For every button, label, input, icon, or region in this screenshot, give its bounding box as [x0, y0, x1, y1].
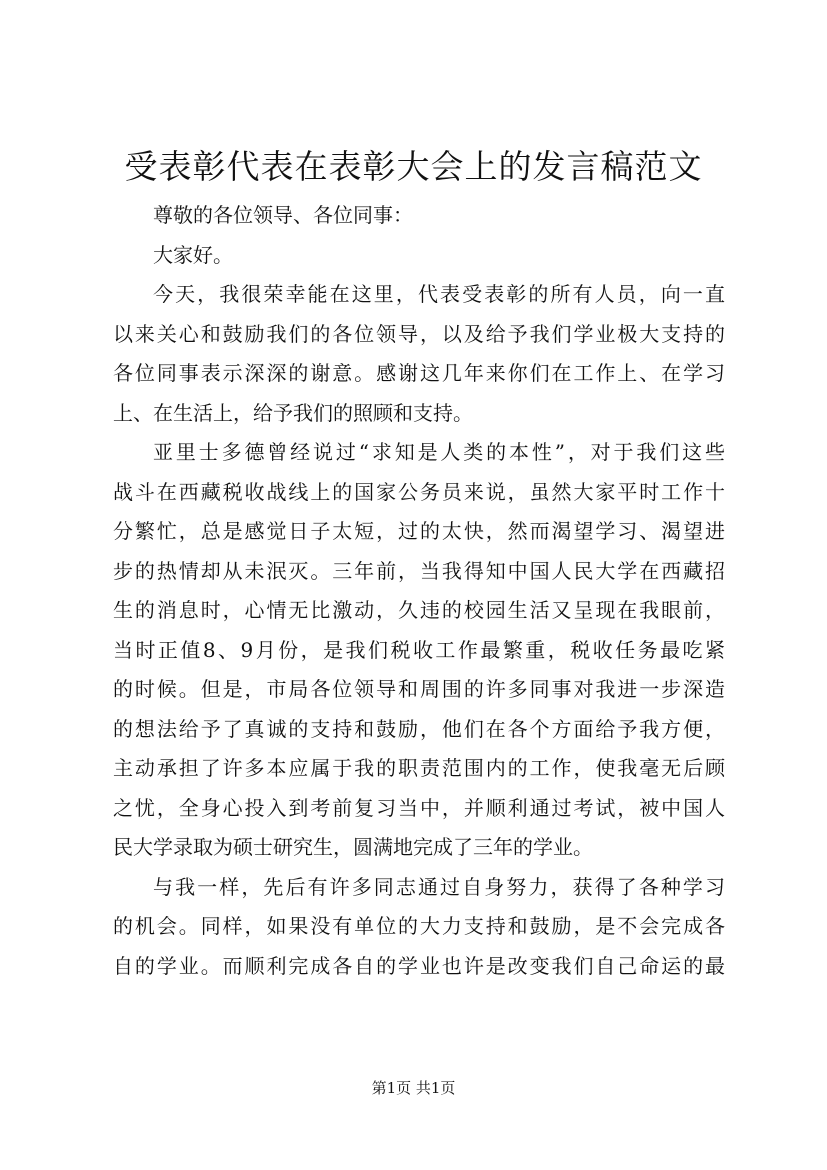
paragraph-3-line-1: 与我一样，先后有许多同志通过自身努力，获得了各种学习 [153, 874, 725, 899]
page-number-label: 第1页 共1页 [371, 1079, 456, 1097]
paragraph-1-line-4: 上、在生活上，给予我们的照顾和支持。 [113, 400, 473, 425]
paragraph-2-line-8: 的想法给予了真诚的支持和鼓励，他们在各个方面给予我方便， [113, 716, 725, 741]
paragraph-1-line-2: 以来关心和鼓励我们的各位领导，以及给予我们学业极大支持的 [113, 321, 725, 346]
greeting-line: 大家好。 [153, 242, 233, 267]
salutation-line: 尊敬的各位领导、各位同事： [153, 203, 413, 227]
paragraph-2-line-10: 之忧，全身心投入到考前复习当中，并顺利通过考试，被中国人 [113, 795, 725, 820]
paragraph-2-line-3: 分繁忙，总是感觉日子太短，过的太快，然而渴望学习、渴望进 [113, 519, 725, 543]
paragraph-2-line-9: 主动承担了许多本应属于我的职责范围内的工作，使我毫无后顾 [113, 756, 725, 780]
paragraph-3-line-3: 自的学业。而顺利完成各自的学业也许是改变我们自己命运的最 [113, 953, 725, 978]
paragraph-2-line-7: 的时候。但是，市局各位领导和周围的许多同事对我进一步深造 [113, 677, 725, 701]
paragraph-2-line-6: 当时正值8、9月份，是我们税收工作最繁重，税收任务最吃紧 [113, 637, 725, 662]
paragraph-2-line-11: 民大学录取为硕士研究生，圆满地完成了三年的学业。 [113, 835, 593, 859]
paragraph-1-line-1: 今天，我很荣幸能在这里，代表受表彰的所有人员，向一直 [153, 282, 725, 306]
paragraph-2-line-5: 生的消息时，心情无比激动，久违的校园生活又呈现在我眼前， [113, 598, 725, 622]
paragraph-2-line-4: 步的热情却从未泯灭。三年前，当我得知中国人民大学在西藏招 [113, 558, 725, 583]
paragraph-2-line-2: 战斗在西藏税收战线上的国家公务员来说，虽然大家平时工作十 [113, 479, 725, 504]
page-footer [0, 1078, 827, 1098]
paragraph-1-line-3: 各位同事表示深深的谢意。感谢这几年来你们在工作上、在学习 [113, 361, 725, 385]
paragraph-2-line-1: 亚里士多德曾经说过“求知是人类的本性”，对于我们这些 [153, 440, 725, 464]
paragraph-3-line-2: 的机会。同样，如果没有单位的大力支持和鼓励，是不会完成各 [113, 914, 725, 938]
document-body [113, 196, 725, 986]
document-title: 受表彰代表在表彰大会上的发言稿范文 [124, 147, 703, 186]
